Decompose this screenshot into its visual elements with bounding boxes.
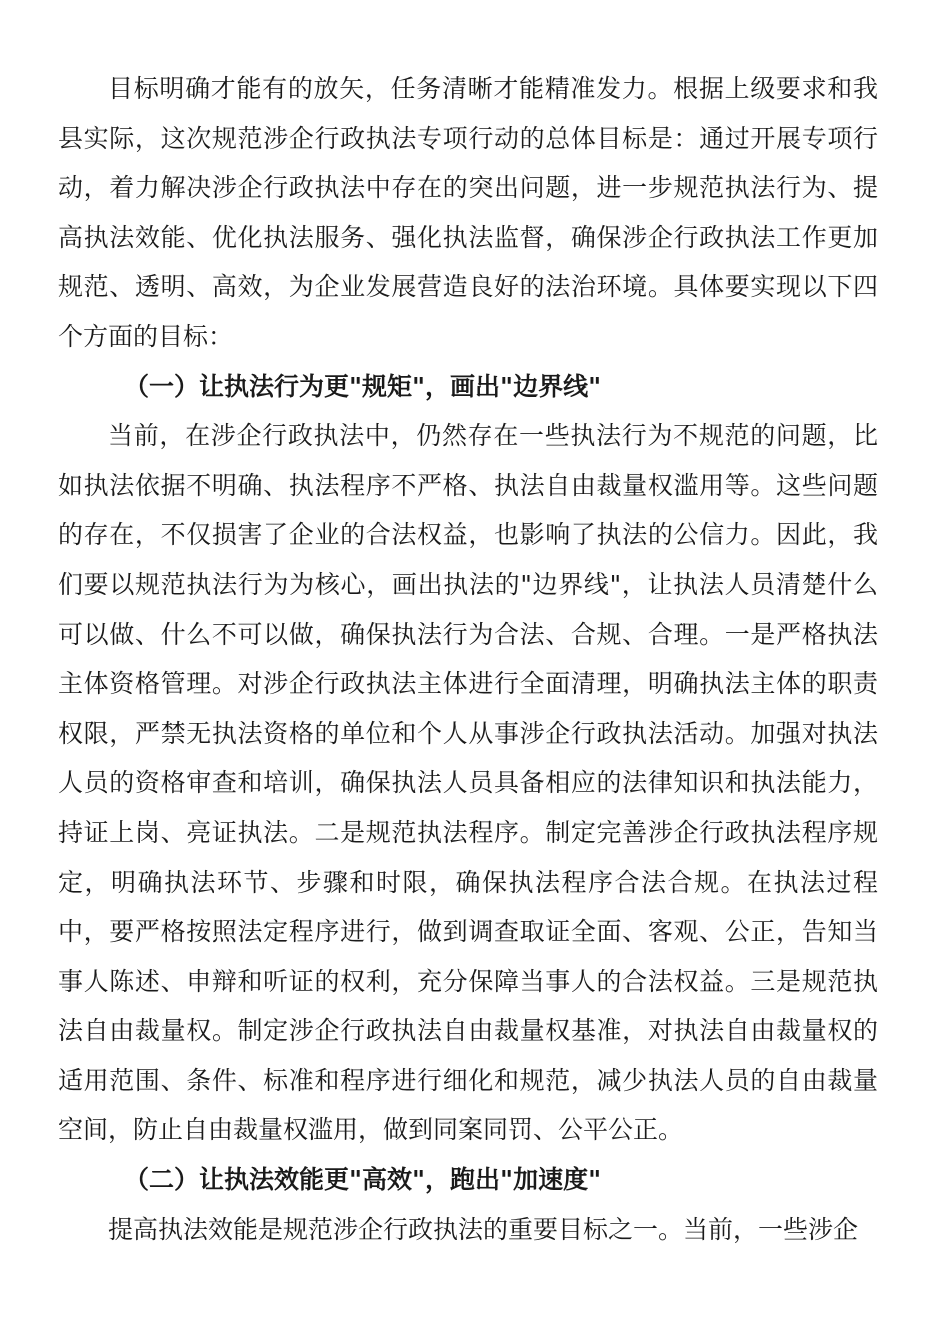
section-2-heading: （二）让执法效能更"高效"，跑出"加速度" (124, 1165, 602, 1195)
section-1-heading: （一）让执法行为更"规矩"，画出"边界线" (124, 371, 602, 401)
section-1-paragraph: 当前，在涉企行政执法中，仍然存在一些执法行为不规范的问题，比如执法依据不明确、执法程序不严格、执法自由裁量权滥用等。这些问题的存在，不仅损害了企业的合法权益，也影响了执法的公信力。因此，我们要以规范执法行为为核心，画出执法的"边界线"，让执法人员清楚什么可以做、什么不可以做，确保执法行为合法、合规、合理。一是严格执法主体资格管理。对涉企行政执法主体进行全面清理，明确执法主体的职责权限，严禁无执法资格的单位和个人从事涉企行政执法活动。加强对执法人员的资格审查和培训，确保执法人员具备相应的法律知识和执法能力，持证上岗、亮证执法。二是规范执法程序。制定完善涉企行政执法程序规定，明确执法环节、步骤和时限，确保执法程序合法合规。在执法过程中，要严格按照法定程序进行，做到调查取证全面、客观、公正，告知当事人陈述、申辩和听证的权利，充分保障当事人的合法权益。三是规范执法自由裁量权。制定涉企行政执法自由裁量权基准，对执法自由裁量权的适用范围、条件、标准和程序进行细化和规范，减少执法人员的自由裁量空间，防止自由裁量权滥用，做到同案同罚、公平公正。 (58, 421, 878, 1145)
intro-paragraph: 目标明确才能有的放矢，任务清晰才能精准发力。根据上级要求和我县实际，这次规范涉企行政执法专项行动的总体目标是：通过开展专项行动，着力解决涉企行政执法中存在的突出问题，进一步规范执法行为、提高执法效能、优化执法服务、强化执法监督，确保涉企行政执法工作更加规范、透明、高效，为企业发展营造良好的法治环境。具体要实现以下四个方面的目标： (58, 74, 878, 351)
section-2-paragraph: 提高执法效能是规范涉企行政执法的重要目标之一。当前，一些涉企 (108, 1214, 859, 1244)
